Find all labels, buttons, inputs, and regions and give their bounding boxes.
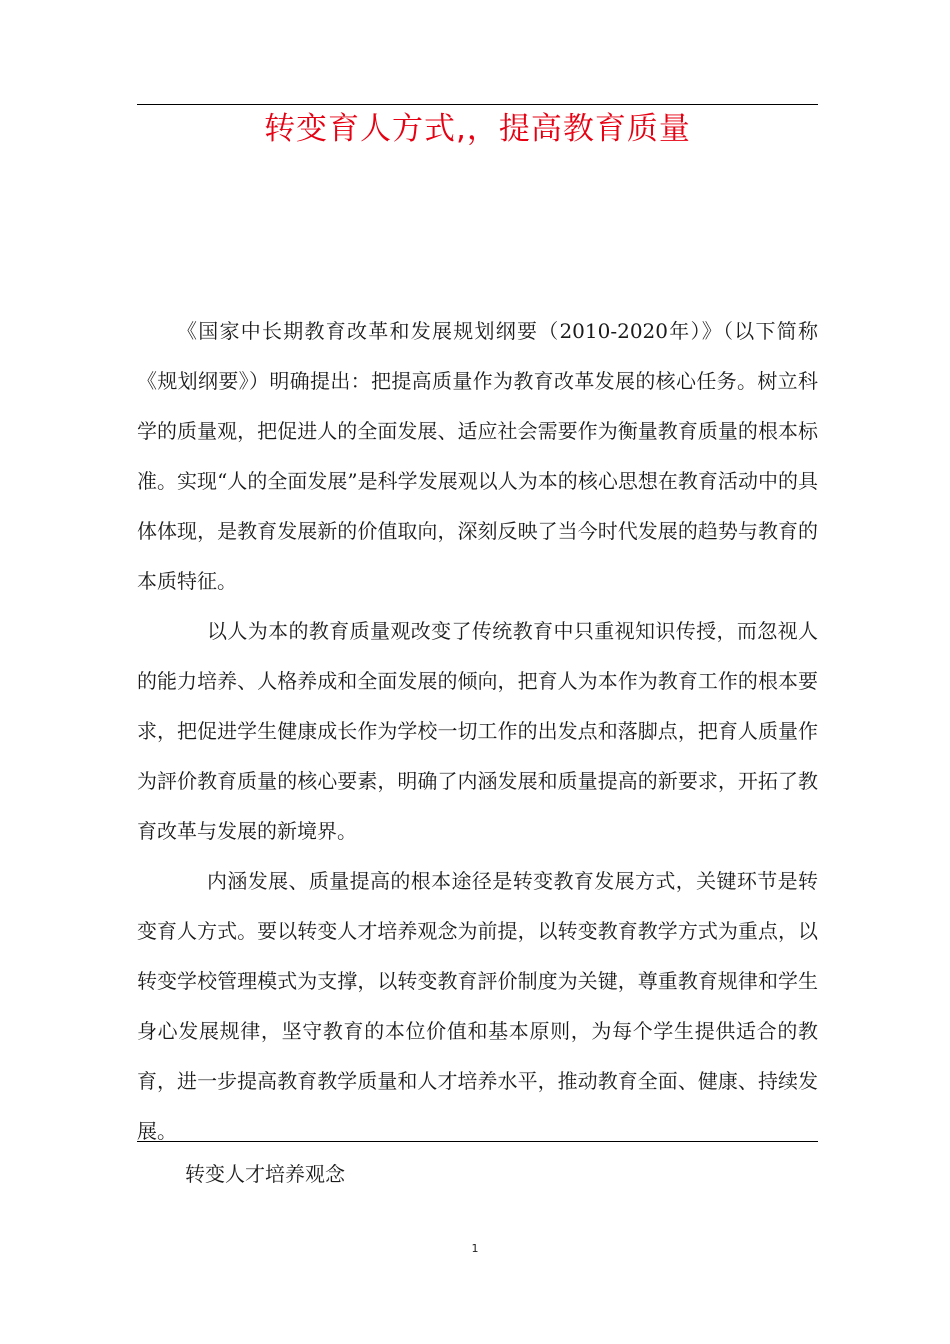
document-body [137, 306, 818, 1156]
paragraph-1: 《国家中长期教育改革和发展规划纲要（2010-2020年）》（以下简称《规划纲要》）明确提出：把提高质量作为教育改革发展的核心任务。树立科学的质量观，把促进人的全面发展、适应社会需要作为衡量教育质量的根本标准。实现“人的全面发展”是科学发展观以人为本的核心思想在教育活动中的具体体现，是教育发展新的价值取向，深刻反映了当今时代发展的趋势与教育的本质特征。 [137, 319, 818, 593]
paragraph-3: 内涵发展、质量提高的根本途径是转变教育发展方式，关键环节是转变育人方式。要以转变人才培养观念为前提，以转变教育教学方式为重点，以转变学校管理模式为支撑，以转变教育評价制度为关键，尊重教育规律和学生身心发展规律，坚守教育的本位价值和基本原则，为每个学生提供适合的教育，进一步提高教育教学质量和人才培养水平，推动教育全面、健康、持续发展。 [137, 869, 818, 1143]
paragraph-2: 以人为本的教育质量观改变了传统教育中只重视知识传授，而忽视人的能力培养、人格养成和全面发展的倾向，把育人为本作为教育工作的根本要求，把促进学生健康成长作为学校一切工作的出发点和落脚点，把育人质量作为評价教育质量的核心要素，明确了内涵发展和质量提高的新要求，开拓了教育改革与发展的新境界。 [137, 619, 818, 843]
bottom-rule [137, 1141, 818, 1142]
section-heading: 转变人才培养观念 [185, 1162, 345, 1186]
page-number: 1 [471, 1242, 479, 1255]
document-title: 转变育人方式,，提高教育质量 [264, 111, 691, 147]
top-rule [137, 104, 818, 105]
